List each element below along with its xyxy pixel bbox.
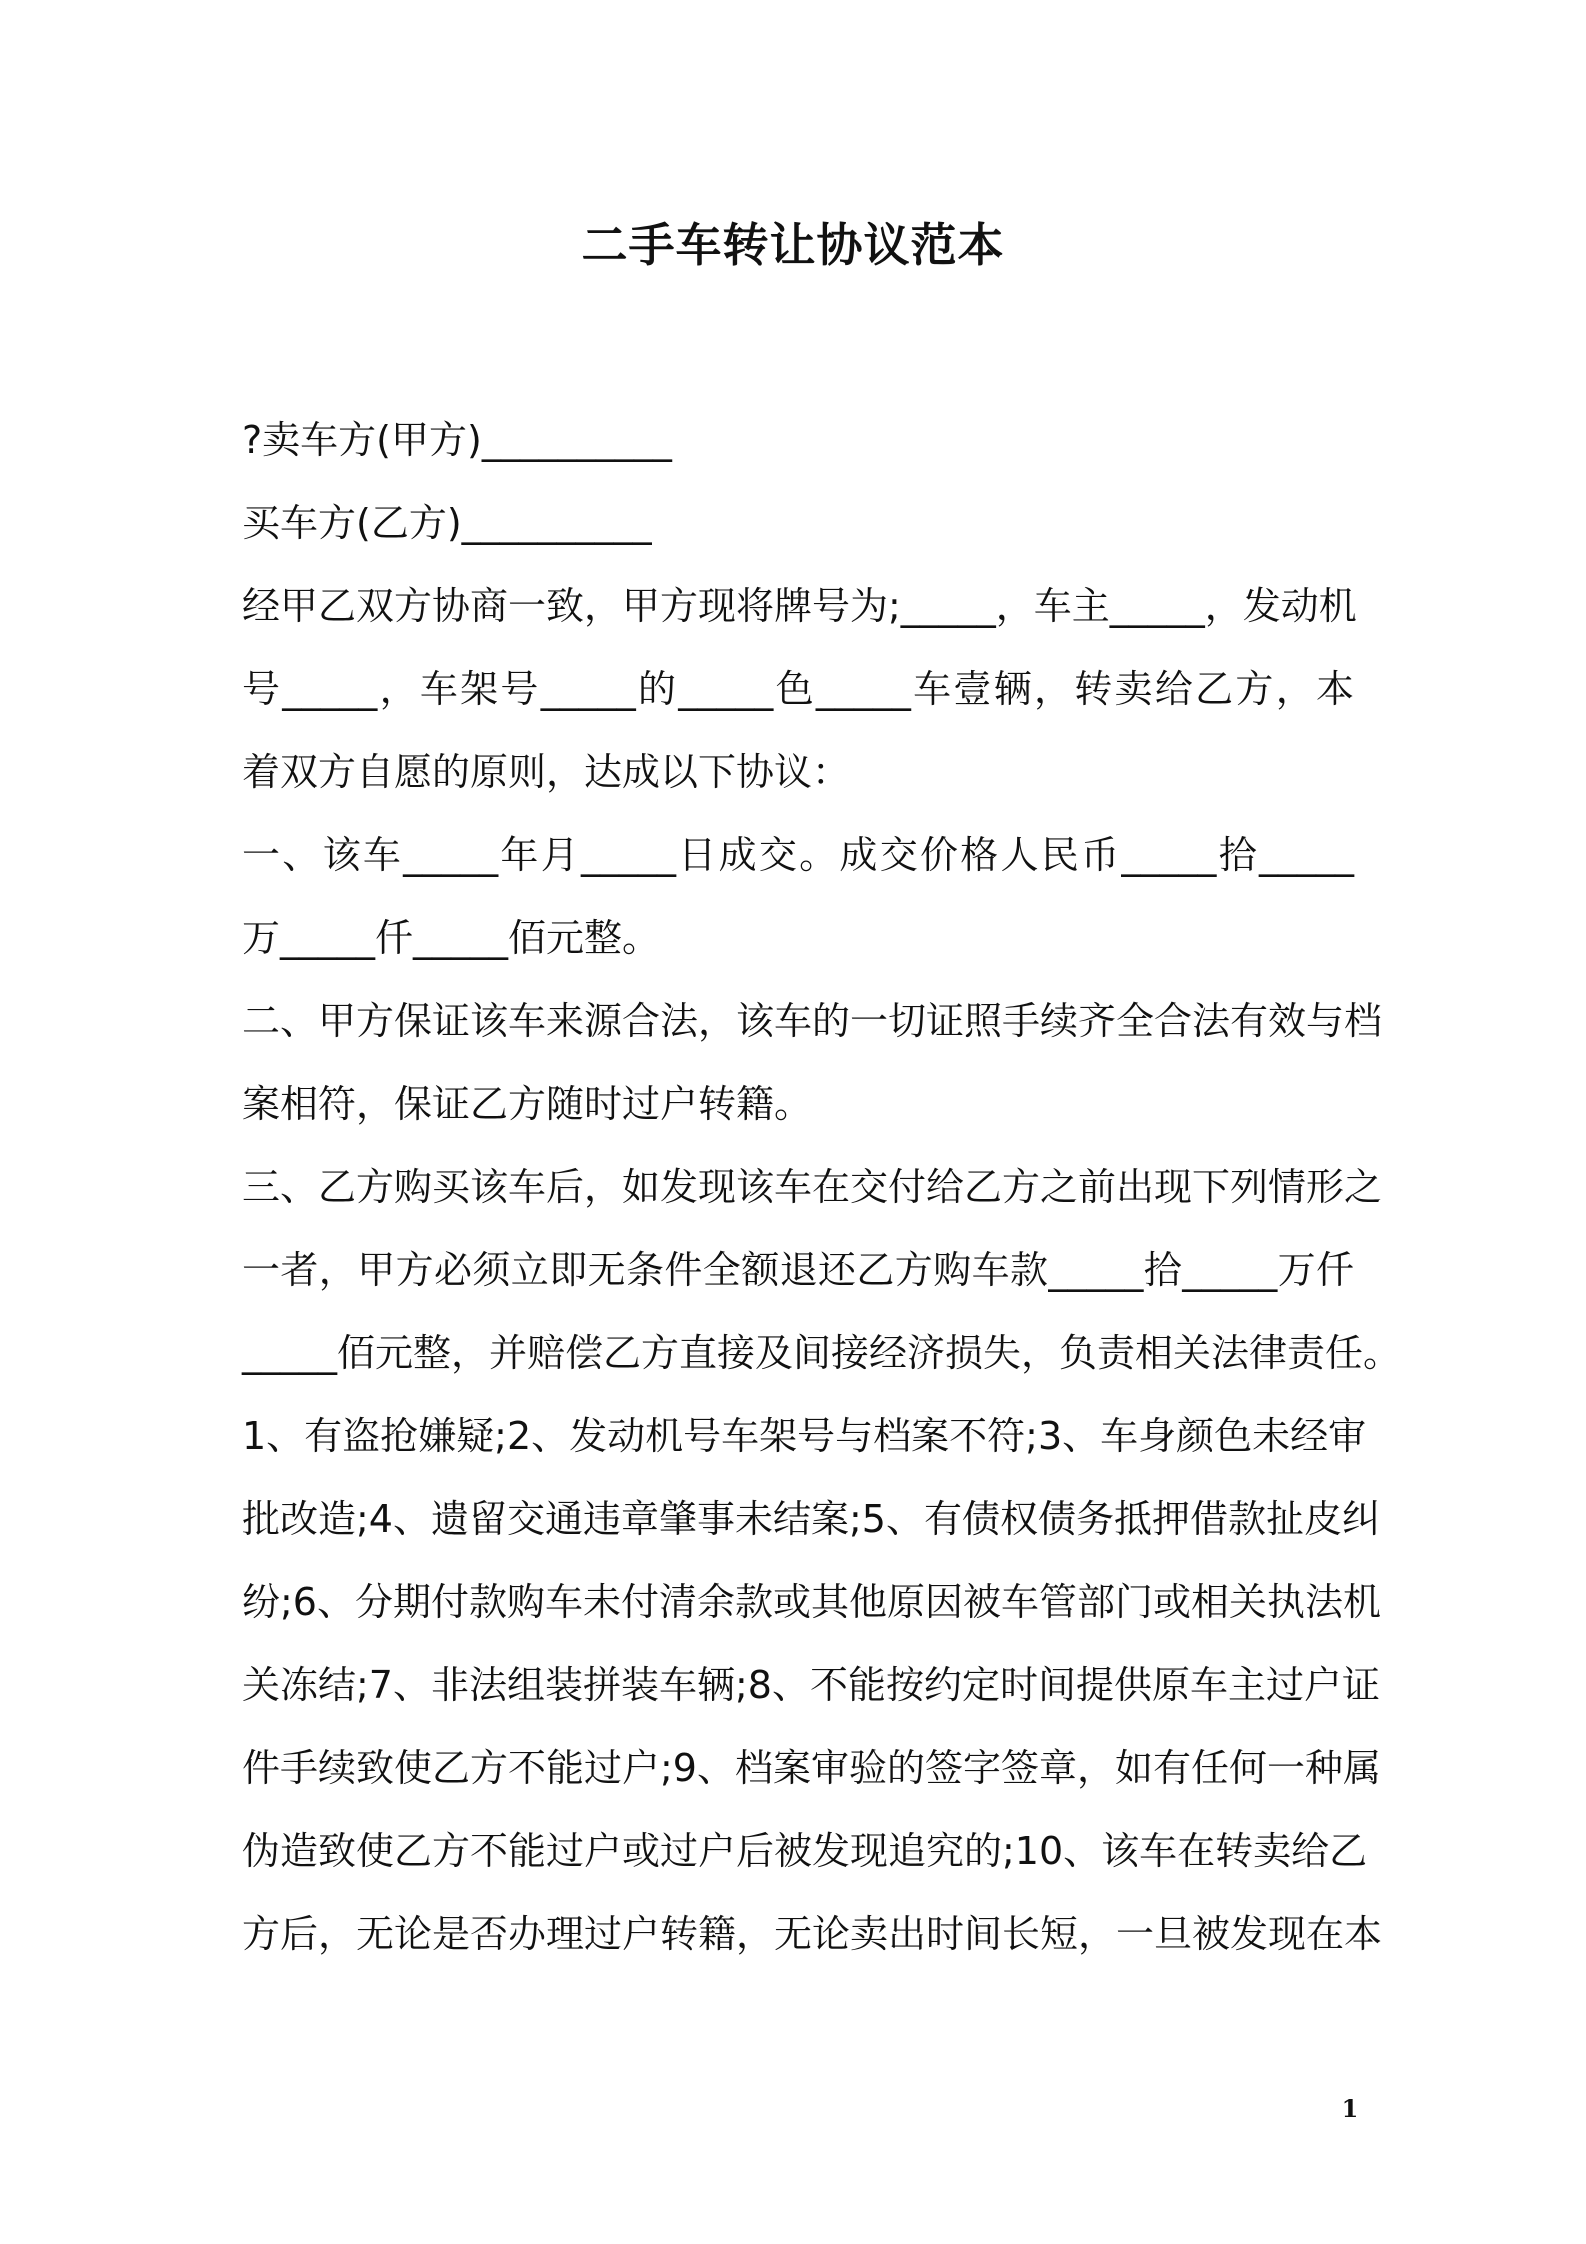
paragraph-line: 一者，甲方必须立即无条件全额退还乙方购车款_____拾_____万仟 xyxy=(242,1248,1354,1292)
paragraph-line: 伪造致使乙方不能过户或过户后被发现追究的;10、该车在转卖给乙 xyxy=(242,1829,1368,1873)
document-title: 二手车转让协议范本 xyxy=(581,218,1005,272)
paragraph-line: _____佰元整，并赔偿乙方直接及间接经济损失，负责相关法律责任。 xyxy=(242,1331,1402,1375)
paragraph-line: 万_____仟_____佰元整。 xyxy=(242,916,661,960)
paragraph-line: 号_____，车架号_____的_____色_____车壹辆，转卖给乙方，本 xyxy=(242,667,1354,711)
page-number: 1 xyxy=(1341,2094,1359,2123)
paragraph-line: 件手续致使乙方不能过户;9、档案审验的签字签章，如有任何一种属 xyxy=(242,1746,1381,1790)
paragraph-line: 纷;6、分期付款购车未付清余款或其他原因被车管部门或相关执法机 xyxy=(242,1580,1381,1624)
paragraph-line: 方后，无论是否办理过户转籍，无论卖出时间长短，一旦被发现在本 xyxy=(242,1912,1383,1956)
paragraph-line: 三、乙方购买该车后，如发现该车在交付给乙方之前出现下列情形之 xyxy=(242,1165,1383,1209)
paragraph-line: 批改造;4、遗留交通违章肇事未结案;5、有债权债务抵押借款扯皮纠 xyxy=(242,1497,1380,1541)
paragraph-line: 二、甲方保证该车来源合法，该车的一切证照手续齐全合法有效与档 xyxy=(242,999,1383,1043)
buyer-line: 买车方(乙方)__________ xyxy=(242,501,652,545)
paragraph-line: 经甲乙双方协商一致，甲方现将牌号为;_____，车主_____，发动机 xyxy=(242,584,1357,628)
paragraph-line: 1、有盗抢嫌疑;2、发动机号车架号与档案不符;3、车身颜色未经审 xyxy=(242,1414,1367,1458)
paragraph-line: 着双方自愿的原则，达成以下协议： xyxy=(242,750,851,794)
paragraph-line: 案相符，保证乙方随时过户转籍。 xyxy=(242,1082,813,1126)
paragraph-line: 关冻结;7、非法组装拼装车辆;8、不能按约定时间提供原车主过户证 xyxy=(242,1663,1380,1707)
seller-line: ?卖车方(甲方)__________ xyxy=(242,418,672,462)
paragraph-line: 一、该车_____年月_____日成交。成交价格人民币_____拾_____ xyxy=(242,833,1354,877)
